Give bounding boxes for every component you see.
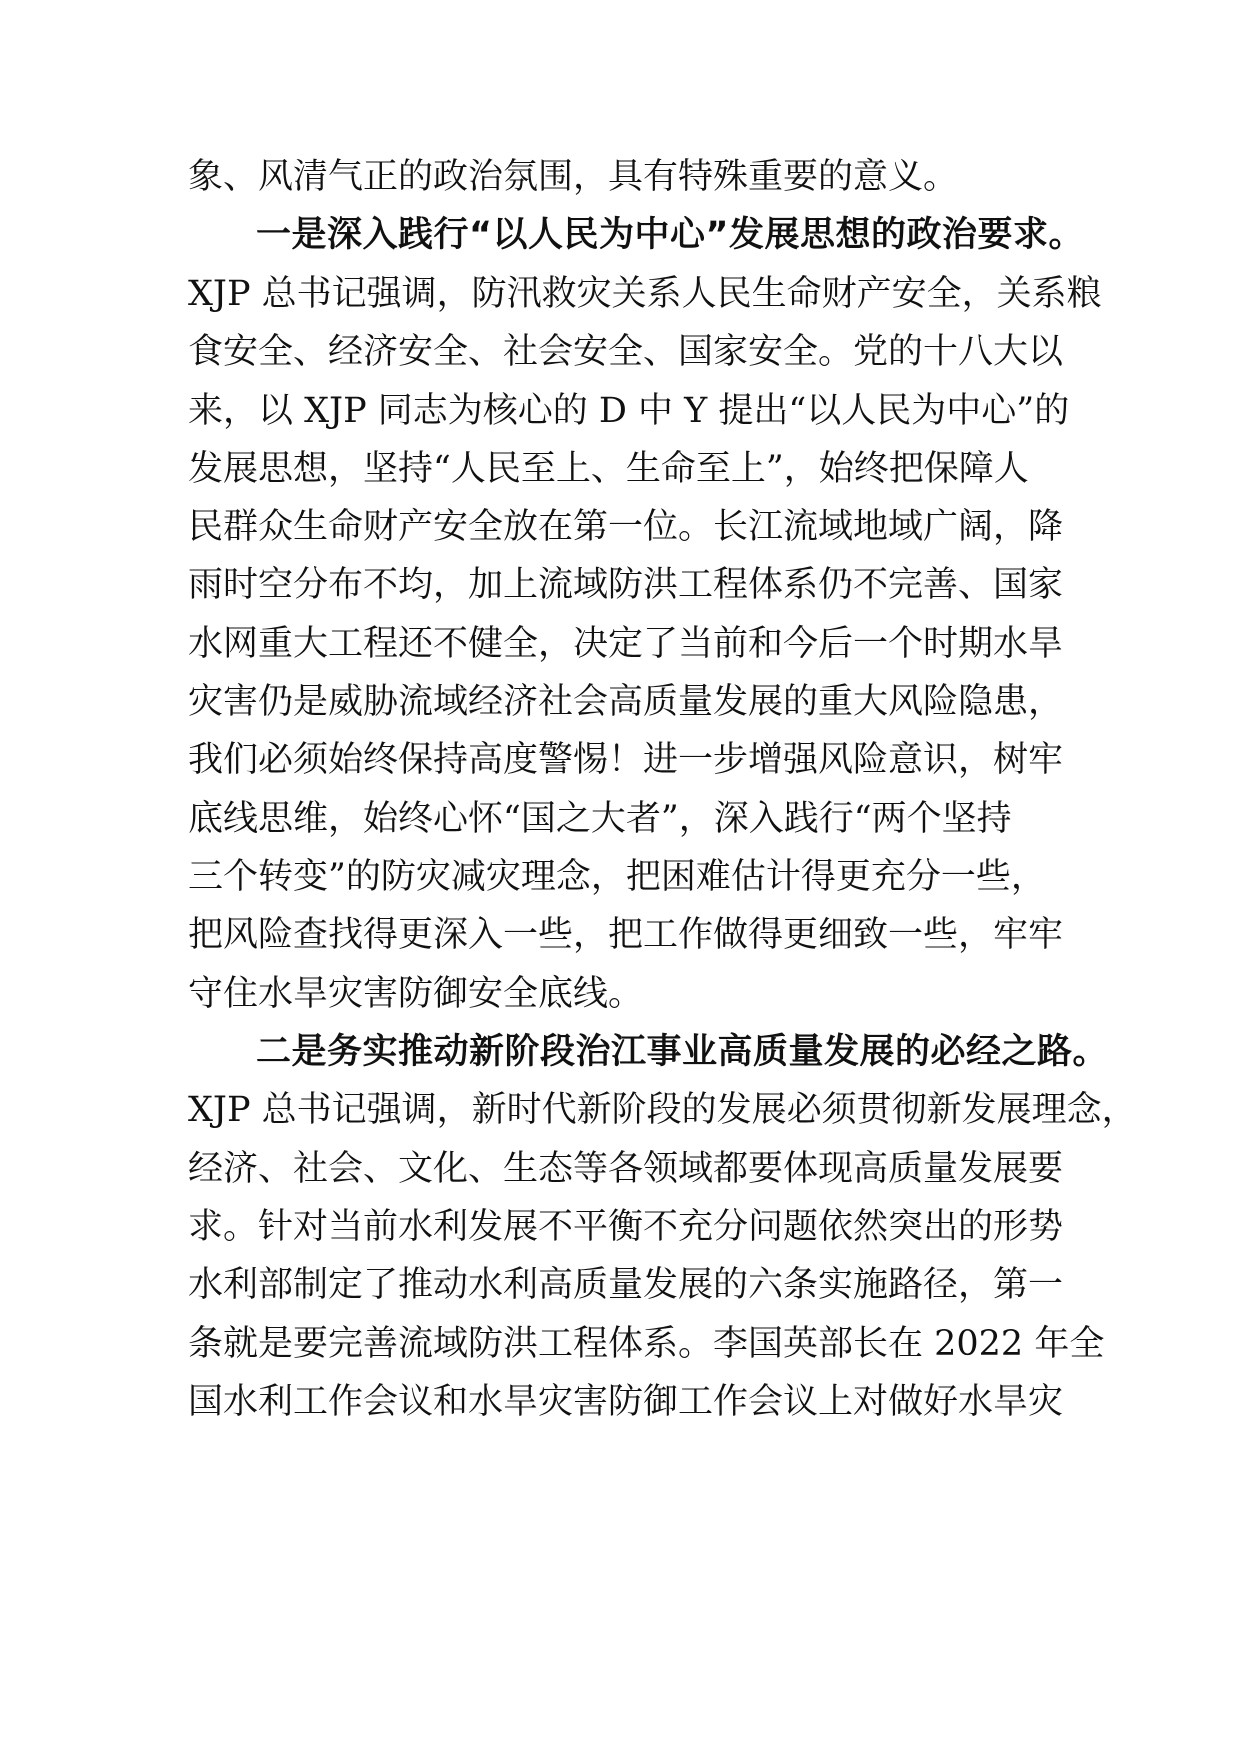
- text-line: 经济、社会、文化、生态等各领域都要体现高质量发展要: [188, 1149, 1064, 1189]
- text-line: 象、风清气正的政治氛围，具有特殊重要的意义。: [188, 157, 959, 197]
- text-line: 守住水旱灾害防御安全底线。: [188, 974, 644, 1014]
- text-line: 求。针对当前水利发展不平衡不充分问题依然突出的形势: [188, 1207, 1064, 1247]
- text-line: 灾害仍是威胁流域经济社会高质量发展的重大风险隐患，: [188, 682, 1064, 722]
- text-line: 雨时空分布不均，加上流域防洪工程体系仍不完善、国家: [188, 565, 1064, 605]
- text-line: 底线思维，始终心怀“国之大者”，深入践行“两个坚持: [188, 799, 1012, 839]
- text-line: 水网重大工程还不健全，决定了当前和今后一个时期水旱: [188, 624, 1064, 664]
- section-heading-1: 一是深入践行“以人民为中心”发展思想的政治要求。: [256, 215, 1085, 255]
- text-line: 来，以 XJP 同志为核心的 D 中 Y 提出“以人民为中心”的: [188, 391, 1070, 431]
- text-line: 我们必须始终保持高度警惕！进一步增强风险意识，树牢: [188, 740, 1064, 780]
- text-line: 条就是要完善流域防洪工程体系。李国英部长在 2022 年全: [188, 1324, 1105, 1364]
- text-line: 国水利工作会议和水旱灾害防御工作会议上对做好水旱灾: [188, 1382, 1064, 1422]
- text-line: XJP 总书记强调，新时代新阶段的发展必须贯彻新发展理念，: [188, 1090, 1137, 1130]
- text-line: 食安全、经济安全、社会安全、国家安全。党的十八大以: [188, 332, 1064, 372]
- text-line: 发展思想，坚持“人民至上、生命至上”，始终把保障人: [188, 449, 1029, 489]
- text-line: 民群众生命财产安全放在第一位。长江流域地域广阔，降: [188, 507, 1064, 547]
- text-line: 水利部制定了推动水利高质量发展的六条实施路径，第一: [188, 1265, 1064, 1305]
- text-line: XJP 总书记强调，防汛救灾关系人民生命财产安全，关系粮: [188, 274, 1102, 314]
- text-line: 三个转变”的防灾减灾理念，把困难估计得更充分一些，: [188, 857, 1046, 897]
- section-heading-2: 二是务实推动新阶段治江事业高质量发展的必经之路。: [256, 1032, 1109, 1072]
- text-line: 把风险查找得更深入一些，把工作做得更细致一些，牢牢: [188, 915, 1064, 955]
